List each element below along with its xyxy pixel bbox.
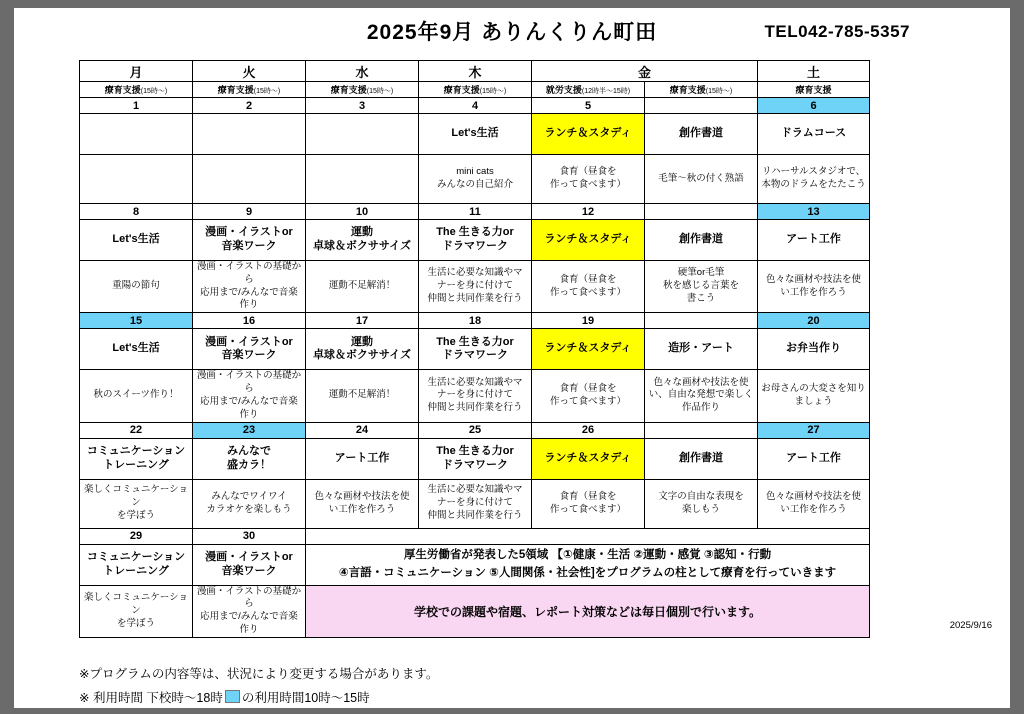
day-number-5: 5	[532, 98, 645, 114]
day-number-12: 12	[532, 204, 645, 220]
day-number-row	[80, 528, 870, 544]
description-cell-12b: 硬筆or毛筆 秋を感じる言葉を 書こう	[645, 261, 758, 313]
program-cell-10: 運動 卓球＆ボクササイズ	[306, 220, 419, 261]
description-cell-3	[306, 155, 419, 204]
program-cell-26: ランチ＆スタディ	[532, 438, 645, 479]
footnote-line-2-b: の利用時間10時～15時	[241, 690, 370, 705]
program-cell-8: Let's生活	[80, 220, 193, 261]
day-number-18: 18	[419, 313, 532, 329]
program-cell-9: 漫画・イラストor 音楽ワーク	[193, 220, 306, 261]
program-cell-13: アート工作	[758, 220, 870, 261]
program-cell-18: The 生きる力or ドラマワーク	[419, 329, 532, 370]
description-cell-29: 楽しくコミュニケーション を学ぼう	[80, 585, 193, 637]
description-cell-17: 運動不足解消！	[306, 370, 419, 422]
description-cell-4: mini cats みんなの自己紹介	[419, 155, 532, 204]
footnote-line-2-a: ※ 利用時間 下校時～18時	[79, 690, 223, 705]
day-number-22: 22	[80, 422, 193, 438]
day-number-8: 8	[80, 204, 193, 220]
day-number-row	[80, 204, 870, 220]
description-cell-20: お母さんの大変さを知り ましょう	[758, 370, 870, 422]
day-number-row	[80, 422, 870, 438]
day-number-25: 25	[419, 422, 532, 438]
footnotes	[79, 663, 438, 711]
description-cell-24: 色々な画材や技法を使 い工作を作ろう	[306, 479, 419, 528]
day-number-12	[645, 204, 758, 220]
day-number-9: 9	[193, 204, 306, 220]
day-number-19	[645, 313, 758, 329]
description-cell-25: 生活に必要な知識やマ ナーを身に付けて 仲間と共同作業を行う	[419, 479, 532, 528]
description-cell-11: 生活に必要な知識やマ ナーを身に付けて 仲間と共同作業を行う	[419, 261, 532, 313]
description-cell-30: 漫画・イラストの基礎から 応用まで/みんなで音楽 作り	[193, 585, 306, 637]
program-row	[80, 220, 870, 261]
program-cell-6: ドラムコース	[758, 114, 870, 155]
schedule-table	[79, 60, 870, 638]
program-cell-24: アート工作	[306, 438, 419, 479]
description-cell-27: 色々な画材や技法を使 い工作を作ろう	[758, 479, 870, 528]
service-header-row	[80, 82, 870, 98]
description-cell-23: みんなでワイワイ カラオケを楽しもう	[193, 479, 306, 528]
dow-header-row	[80, 61, 870, 82]
day-number-13: 13	[758, 204, 870, 220]
description-cell-26: 食育（昼食を 作って食べます）	[532, 479, 645, 528]
dow-header-3: 木	[419, 61, 532, 82]
day-number-27: 27	[758, 422, 870, 438]
five-domains-notice: 厚生労働省が発表した5領域 【①健康・生活 ②運動・感覚 ③認知・行動 ④言語・コミュニケーション ⑤人間関係・社会性]をプログラムの柱として療育を行っていきます	[306, 544, 870, 585]
program-cell-26b: 創作書道	[645, 438, 758, 479]
description-cell-22: 楽しくコミュニケーション を学ぼう	[80, 479, 193, 528]
program-cell-5b: 創作書道	[645, 114, 758, 155]
dow-header-1: 火	[193, 61, 306, 82]
program-cell-16: 漫画・イラストor 音楽ワーク	[193, 329, 306, 370]
description-cell-18: 生活に必要な知識やマ ナーを身に付けて 仲間と共同作業を行う	[419, 370, 532, 422]
description-row	[80, 155, 870, 204]
program-row	[80, 544, 870, 585]
description-cell-5b: 毛筆～秋の付く熟語	[645, 155, 758, 204]
dow-header-2: 水	[306, 61, 419, 82]
service-label-4: 就労支援(12時半～15時)	[532, 82, 645, 98]
service-label-3: 療育支援(15時～)	[419, 82, 532, 98]
description-cell-10: 運動不足解消！	[306, 261, 419, 313]
description-row	[80, 370, 870, 422]
program-row	[80, 114, 870, 155]
day-number-29: 29	[80, 528, 193, 544]
day-number-row	[80, 313, 870, 329]
description-cell-5: 食育（昼食を 作って食べます）	[532, 155, 645, 204]
telephone-number: TEL042-785-5357	[764, 22, 910, 41]
day-number-19: 19	[532, 313, 645, 329]
description-cell-12: 食育（昼食を 作って食べます）	[532, 261, 645, 313]
description-cell-19b: 色々な画材や技法を使 い、自由な発想で楽しく 作品作り	[645, 370, 758, 422]
program-cell-15: Let's生活	[80, 329, 193, 370]
description-cell-15: 秋のスイーツ作り！	[80, 370, 193, 422]
day-number-2: 2	[193, 98, 306, 114]
day-number-23: 23	[193, 422, 306, 438]
day-number-3: 3	[306, 98, 419, 114]
dow-header-0: 月	[80, 61, 193, 82]
service-label-2: 療育支援(15時～)	[306, 82, 419, 98]
description-cell-9: 漫画・イラストの基礎から 応用まで/みんなで音楽 作り	[193, 261, 306, 313]
homework-notice: 学校での課題や宿題、レポート対策などは毎日個別で行います。	[306, 585, 870, 637]
program-cell-17: 運動 卓球＆ボクササイズ	[306, 329, 419, 370]
program-cell-19: ランチ＆スタディ	[532, 329, 645, 370]
day-number-15: 15	[80, 313, 193, 329]
program-cell-23: みんなで 盛カラ！	[193, 438, 306, 479]
description-cell-19: 食育（昼食を 作って食べます）	[532, 370, 645, 422]
footnote-line-2	[79, 687, 438, 711]
day-number-16: 16	[193, 313, 306, 329]
day-number-6: 6	[758, 98, 870, 114]
description-cell-1	[80, 155, 193, 204]
description-cell-26b: 文字の自由な表現を 楽しもう	[645, 479, 758, 528]
program-cell-2	[193, 114, 306, 155]
print-datestamp: 2025/9/16	[949, 620, 992, 631]
program-cell-22: コミュニケーション トレーニング	[80, 438, 193, 479]
day-number-30: 30	[193, 528, 306, 544]
footnote-line-1: ※プログラムの内容等は、状況により変更する場合があります。	[79, 667, 439, 681]
description-cell-16: 漫画・イラストの基礎から 応用まで/みんなで音楽 作り	[193, 370, 306, 422]
program-cell-11: The 生きる力or ドラマワーク	[419, 220, 532, 261]
service-label-0: 療育支援(15時～)	[80, 82, 193, 98]
description-row	[80, 479, 870, 528]
service-label-6: 療育支援	[758, 82, 870, 98]
program-cell-5: ランチ＆スタディ	[532, 114, 645, 155]
program-cell-27: アート工作	[758, 438, 870, 479]
program-row	[80, 438, 870, 479]
program-cell-3	[306, 114, 419, 155]
day-number-row	[80, 98, 870, 114]
service-label-5: 療育支援(15時～)	[645, 82, 758, 98]
calendar-page	[14, 8, 1010, 708]
day-number-empty	[306, 528, 870, 544]
page-header	[14, 8, 1010, 48]
program-cell-30: 漫画・イラストor 音楽ワーク	[193, 544, 306, 585]
description-cell-13: 色々な画材や技法を使 い工作を作ろう	[758, 261, 870, 313]
day-number-5	[645, 98, 758, 114]
program-cell-12b: 創作書道	[645, 220, 758, 261]
description-cell-8: 重陽の節句	[80, 261, 193, 313]
day-number-24: 24	[306, 422, 419, 438]
service-label-1: 療育支援(15時～)	[193, 82, 306, 98]
dow-header-4: 金	[532, 61, 758, 82]
day-number-10: 10	[306, 204, 419, 220]
program-cell-19b: 造形・アート	[645, 329, 758, 370]
program-cell-12: ランチ＆スタディ	[532, 220, 645, 261]
day-number-11: 11	[419, 204, 532, 220]
page-title: 2025年9月 ありんくりん町田	[366, 21, 658, 44]
program-cell-20: お弁当作り	[758, 329, 870, 370]
day-number-17: 17	[306, 313, 419, 329]
day-number-20: 20	[758, 313, 870, 329]
program-cell-25: The 生きる力or ドラマワーク	[419, 438, 532, 479]
day-number-4: 4	[419, 98, 532, 114]
program-row	[80, 329, 870, 370]
day-number-1: 1	[80, 98, 193, 114]
description-row	[80, 585, 870, 637]
program-cell-29: コミュニケーション トレーニング	[80, 544, 193, 585]
highlight-color-swatch	[225, 690, 240, 703]
day-number-26: 26	[532, 422, 645, 438]
description-cell-2	[193, 155, 306, 204]
description-cell-6: リハーサルスタジオで、 本物のドラムをたたこう	[758, 155, 870, 204]
program-cell-4: Let's生活	[419, 114, 532, 155]
program-cell-1	[80, 114, 193, 155]
day-number-26	[645, 422, 758, 438]
dow-header-6: 土	[758, 61, 870, 82]
description-row	[80, 261, 870, 313]
